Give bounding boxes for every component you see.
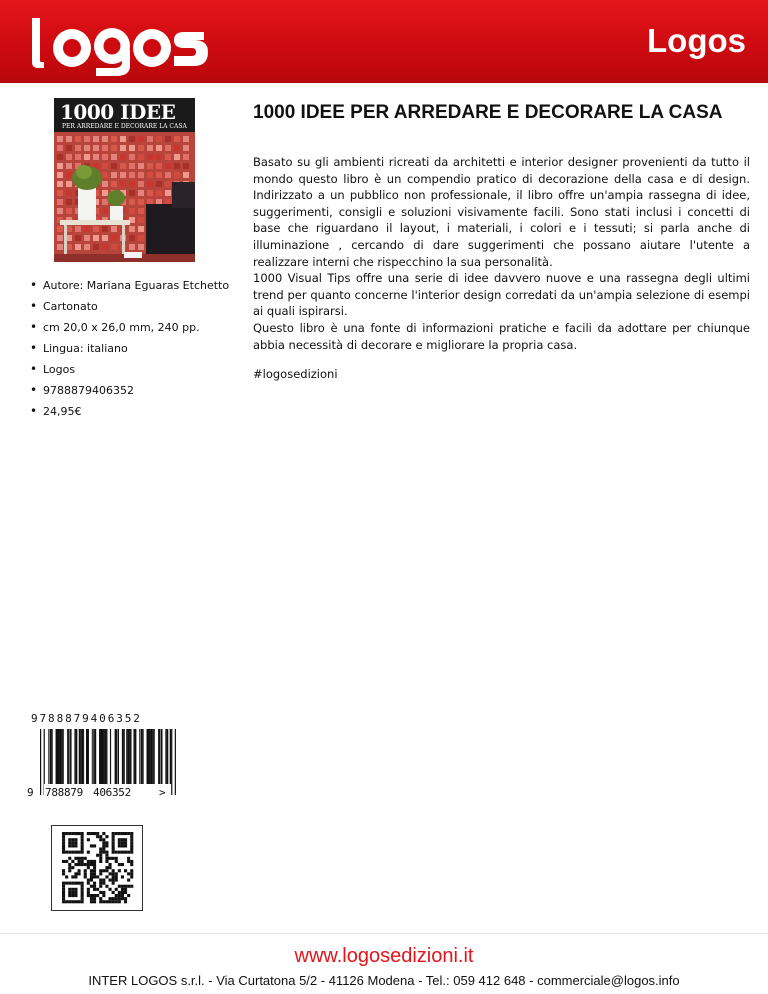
detail-language: • Lingua: italiano [30,338,230,359]
barcode-group-right: 406352 [93,786,131,799]
cover-title: 1000 IDEE [60,100,176,124]
header-bar [0,0,768,83]
detail-isbn: • 9788879406352 [30,380,230,401]
qr-code[interactable] [51,825,143,911]
barcode-image [26,727,176,802]
detail-price: • 24,95€ [30,401,230,422]
detail-format: • cm 20,0 x 26,0 mm, 240 pp. [30,317,230,338]
barcode-isbn-text: 9788879406352 [31,712,142,725]
barcode-arrow: > [159,786,166,799]
company-address: INTER LOGOS s.r.l. - Via Curtatona 5/2 - 41126 Modena - Tel.: 059 412 648 - commerciale@logos.info [88,973,680,988]
book-description [253,154,750,353]
detail-author: • Autore: Mariana Eguaras Etchetto [30,275,230,296]
logos-logo[interactable] [28,10,218,76]
detail-publisher: • Logos [30,359,230,380]
logos-logo-mark [28,10,218,76]
barcode-group-left: 788879 [45,786,83,799]
qr-code-image [52,826,142,910]
hashtag[interactable]: #logosedizioni [253,367,338,381]
website-link[interactable]: www.logosedizioni.it [294,945,474,967]
brand-name: Logos [647,22,746,59]
cover-subtitle: PER ARREDARE E DECORARE LA CASA [62,123,187,130]
book-title: 1000 IDEE PER ARREDARE E DECORARE LA CASA [253,102,723,123]
detail-binding: • Cartonato [30,296,230,317]
barcode-first-digit: 9 [27,786,34,799]
description-paragraph: Basato su gli ambienti ricreati da architetti e interior designer provenienti da tutto il mondo questo libro è un compendio pratico di decorazione della casa e di design. Indirizzato a un pubblico non professionale, il libro offre un'ampia rassegna di idee, suggerimenti, consigli e soluzioni visivamente facili. Sono stati inclusi i concetti di base che riguardano il layout, i materiali, i colori e i tessuti; si parla anche di illuminazione , cercando di dare suggerimenti che possano aiutare l'utente a realizzare interni che rispecchino la sua personalità. [253,155,750,269]
description-paragraph: 1000 Visual Tips offre una serie di idee davvero nuove e una rassegna degli ultimi trend per quanto concerne l'interior design corredati da un'ampia selezione di esempi ai quali ispirarsi. [253,271,750,319]
book-cover-image [54,98,195,262]
footer-divider [0,933,768,934]
description-paragraph: Questo libro è una fonte di informazioni pratiche e facili da adottare per chiunque abbia necessità di decorare e migliorare la propria casa. [253,320,750,352]
book-details-list [30,275,230,422]
